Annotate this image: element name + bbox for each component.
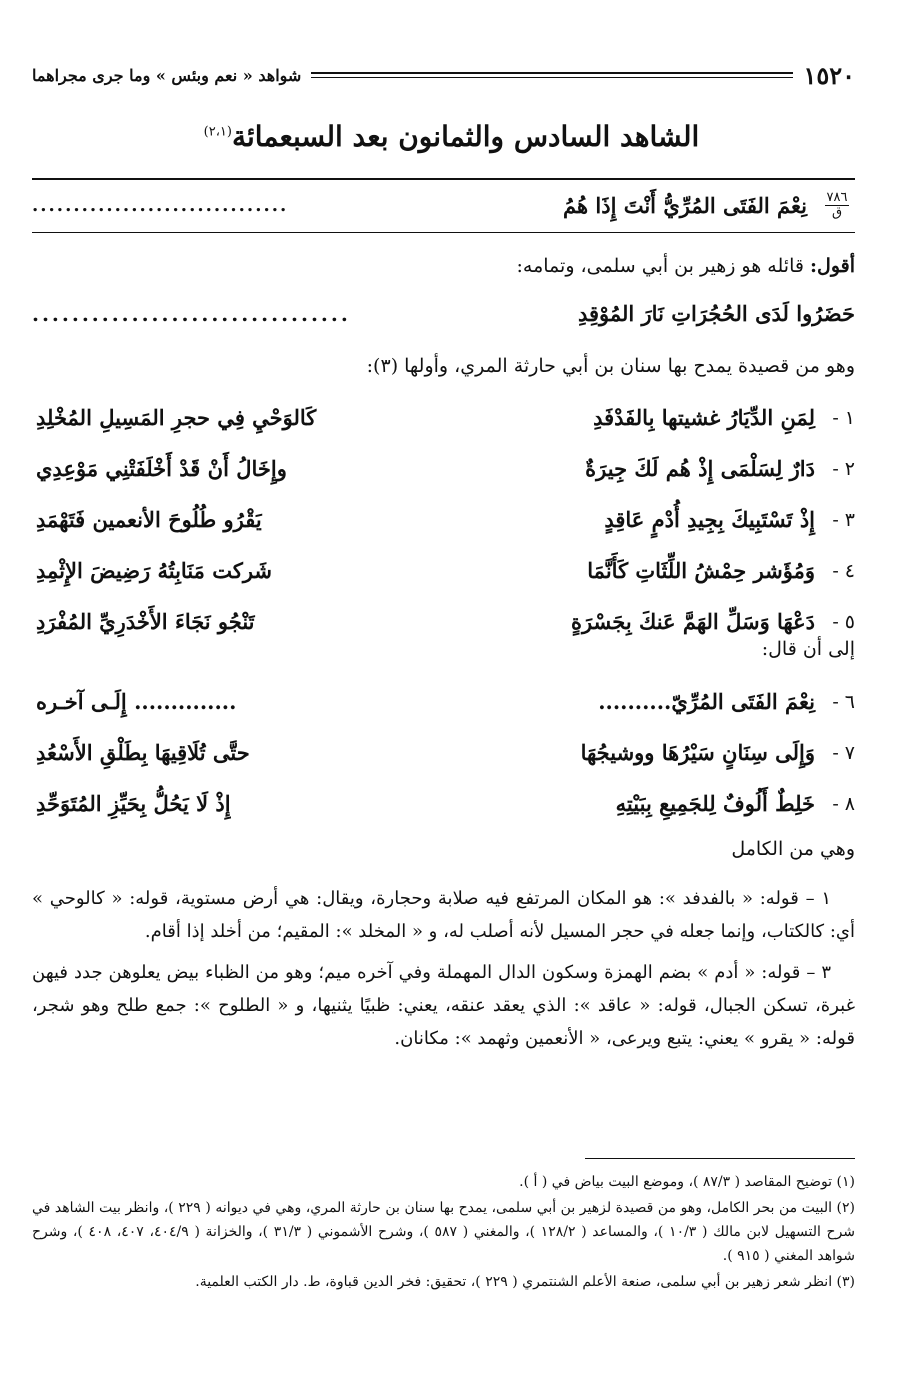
verse-row — [32, 545, 855, 596]
page-number: ١٥٢٠ — [803, 60, 855, 90]
verse-second-half: .............. إِلَـى آخـره — [36, 689, 237, 714]
commentary — [32, 882, 855, 1063]
completion-text: حَضَرُوا لَدَى الحُجُرَاتِ نَارَ المُوْقِدِ — [577, 301, 855, 326]
verse-second-half: تَنْجُو نَجَاءَ الأَخْدَرِيِّ المُفْرَدِ — [36, 609, 255, 634]
verse-number: ٥ - — [832, 610, 855, 633]
verse-second-half: وإِخَالُ أَنْ قَدْ أَخْلَفَتْنِي مَوْعِدِي — [36, 456, 287, 481]
verse-first-half: خَلِطٌ أَلُوفٌ لِلجَمِيعِ بِبَيْتِهِ — [615, 791, 815, 816]
poem-verses — [32, 392, 855, 647]
poem-verses-continued — [32, 676, 855, 829]
verse-row — [32, 727, 855, 778]
witness-dots: ............................... — [32, 194, 289, 216]
verse-number: ٨ - — [832, 792, 855, 815]
verse-row — [32, 443, 855, 494]
verse-first-half: لِمَنِ الدِّيَارُ غشيتها بِالفَدْفَدِ — [593, 405, 815, 430]
verse-row — [32, 494, 855, 545]
witness-number-letter: ق — [831, 204, 843, 220]
intro-lead: أقول: — [810, 255, 855, 277]
verse-second-half: حتَّى تُلَاقِيهَا بِطَلْقِ الأَسْعُدِ — [36, 740, 250, 765]
footnote: (١) توضيح المقاصد ( ٨٧/٣ )، وموضع البيت بياض في ( أ ). — [519, 1174, 855, 1190]
running-title: شواهد « نعم وبئس » وما جرى مجراهما — [32, 65, 302, 85]
footnotes — [32, 1170, 855, 1296]
verse-second-half: يَقْرُو طُلُوحَ الأنعمين فَتَهْمَدِ — [36, 507, 262, 532]
verse-second-half: شَركت مَنَابِتُهُ رَضِيضَ الإِثْمِدِ — [36, 558, 273, 583]
verse-second-half: كَالوَحْيِ فِي حجرِ المَسِيلِ المُخْلِدِ — [36, 405, 317, 430]
chapter-title-text: الشاهد السادس والثمانون بعد السبعمائة — [231, 120, 700, 153]
verse-first-half: نِعْمَ الفَتَى المُرِّيّ.......... — [598, 689, 815, 714]
verse-row — [32, 676, 855, 727]
footnote-rule — [585, 1158, 855, 1159]
verse-first-half: وَمُؤَشر حِمْشُ اللِّثَاتِ كَأَنَّمَا — [587, 558, 815, 583]
header-rule — [311, 72, 793, 78]
commentary-paragraph: ٣ – قوله: « أدم » بضم الهمزة وسكون الدال المهملة وفي آخره ميم؛ وهو من الظباء بيض يعلوهن جدد فيهن غبرة، تسكن الجبال، قوله: « عاقد »: الذي يعقد عنقه، يعني: ظبيًا يثنيها، و « الطلوح »: جمع طلح وهو شجر، قوله: « يقرو » يعني: يتبع ويرعى، « الأنعمين وثهمد »: مكانان. — [32, 962, 855, 1049]
title-rule — [32, 178, 855, 180]
intro2-paragraph: وهو من قصيدة يمدح بها سنان بن أبي حارثة المري، وأولها (٣): — [366, 355, 855, 377]
chapter-footnote-mark: (٢،١) — [203, 124, 232, 140]
verse-row — [32, 778, 855, 829]
verse-first-half: وَإِلَى سِنَانٍ سَيْرُهَا ووشيجُهَا — [580, 740, 815, 765]
verse-number: ٦ - — [832, 690, 855, 713]
witness-text: نِعْمَ الفَتَى المُرِّيُّ أَنْتَ إِذَا هُمُ — [563, 192, 807, 218]
commentary-paragraph: ١ – قوله: « بالفدفد »: هو المكان المرتفع فيه صلابة وحجارة، ويقال: هي أرض مستوية، قوله: « كالوحي » أي: كالكتاب، وإنما جعله في حجر المسيل لأنه أصلب له، و « المخلد »: المقيم؛ من أخلد إذا أقام. — [32, 888, 855, 942]
meter-note: وهي من الكامل — [731, 838, 855, 860]
intro-text: قائله هو زهير بن أبي سلمى، وتمامه: — [516, 255, 804, 277]
verse-first-half: إِذْ تَسْتَبِيكَ بِجِيدِ أُدْمٍ عَاقِدٍ — [604, 507, 815, 532]
verse-number: ٤ - — [832, 559, 855, 582]
intro-paragraph — [32, 248, 855, 284]
verse-first-half: دَارٌ لِسَلْمَى إِذْ هُم لَكَ جِيرَةٌ — [585, 456, 815, 481]
verse-number: ٣ - — [832, 508, 855, 531]
witness-number-value: ٧٨٦ — [826, 189, 848, 205]
footnote: (٢) البيت من بحر الكامل، وهو من قصيدة لزهير بن أبي سلمى، يمدح بها سنان بن حارثة المري، وهي في ديوانه ( ٢٢٩ )، وانظر بيت الشاهد في شرح التسهيل لابن مالك ( ١٠/٣ )، والمساعد ( ١٢٨/٢ )، والمغني ( ٥٨٧ )، وشرح الأشموني ( ٣١/٣ )، والخزانة ( ٤٠٤/٩، ٤٠٧، ٤٠٨ )، وشرح شواهد المغني ( ٩١٥ ). — [32, 1200, 856, 1264]
witness-rule — [32, 232, 855, 233]
completion-dots: ................................ — [32, 302, 351, 326]
verse-row — [32, 392, 855, 443]
verse-first-half: دَعْهَا وَسَلِّ الهَمَّ عَنكَ بِجَسْرَةٍ — [570, 609, 815, 634]
verse-number: ١ - — [832, 406, 855, 429]
completion-line — [32, 296, 855, 332]
running-header — [32, 58, 855, 92]
transition-text: إلى أن قال: — [761, 638, 855, 660]
witness-number — [819, 191, 855, 220]
verse-number: ٧ - — [832, 741, 855, 764]
footnote: (٣) انظر شعر زهير بن أبي سلمى، صنعة الأعلم الشنتمري ( ٢٢٩ )، تحقيق: فخر الدين قباوة، ط. دار الكتب العلمية. — [195, 1274, 855, 1290]
chapter-title — [0, 120, 903, 153]
verse-number: ٢ - — [832, 457, 855, 480]
verse-second-half: إِذْ لَا يَحُلُّ بِحَيِّزِ المُتَوَحِّدِ — [36, 791, 231, 816]
witness-hemistich — [32, 182, 855, 228]
